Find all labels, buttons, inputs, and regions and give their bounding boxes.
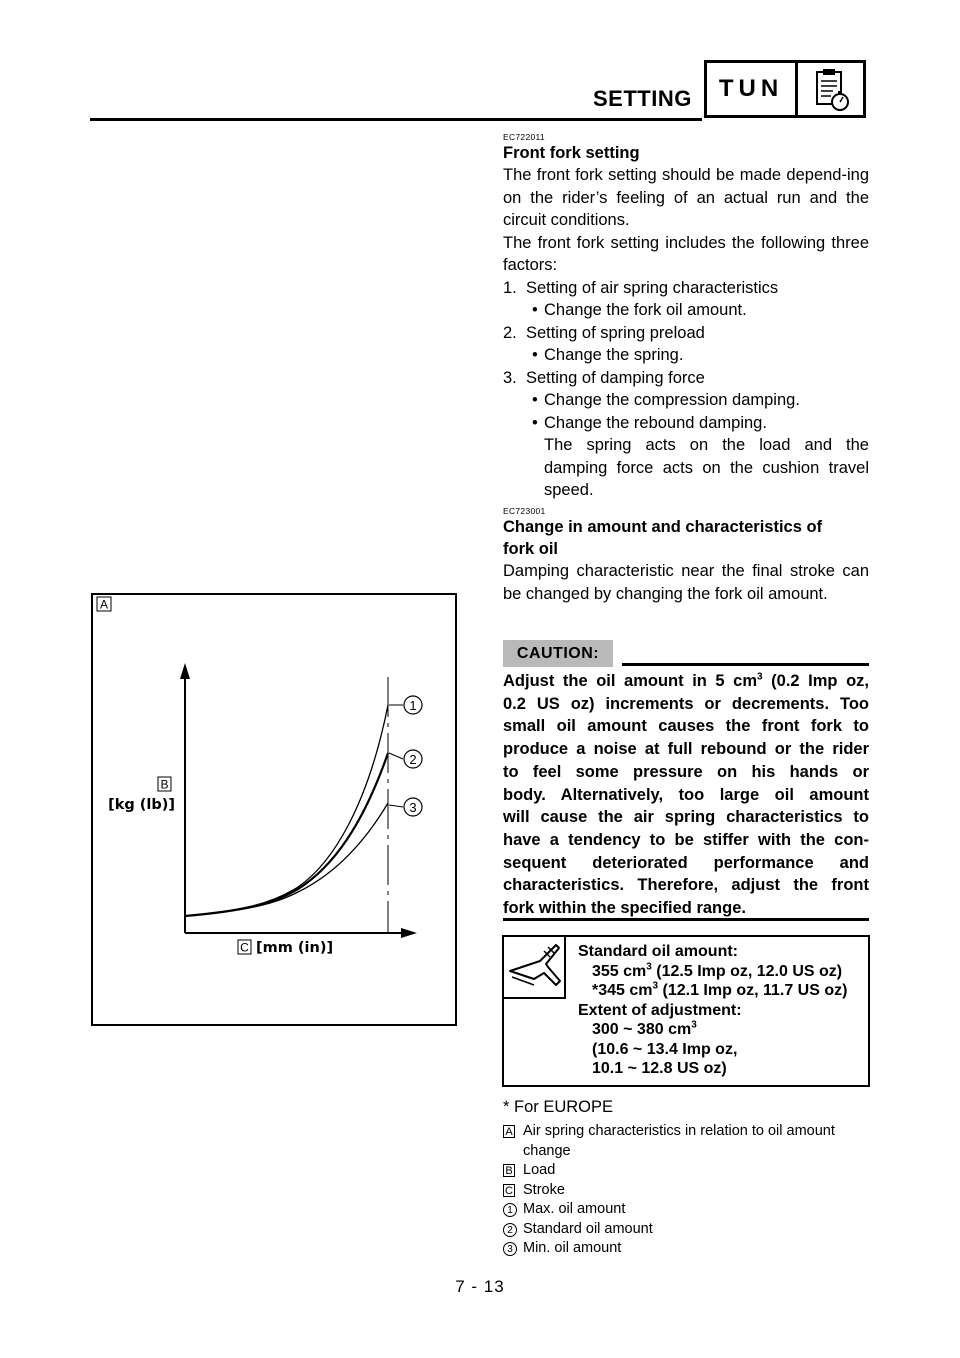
caution-label: CAUTION:: [503, 640, 613, 667]
oil-change-para: Damping characteristic near the final stroke can be changed by changing the fork oil amount.: [503, 562, 869, 603]
front-fork-para1: The front fork setting should be made depend-ing on the rider’s feeling of an actual run and the circuit conditions.: [503, 166, 869, 229]
header-rule: [90, 118, 702, 121]
list-bullet: • Change the rebound damping.: [503, 412, 869, 435]
spec-box: [502, 935, 870, 1087]
svg-text:2: 2: [409, 752, 417, 767]
legend-item: 2 Standard oil amount: [503, 1220, 869, 1240]
list-item: 1. Setting of air spring characteristics: [503, 278, 779, 297]
curve-max: [185, 705, 388, 916]
legend-item: 1 Max. oil amount: [503, 1200, 869, 1220]
section-code-ref: EC723001: [503, 506, 546, 516]
legend-item: A Air spring characteristics in relation to oil amount change: [503, 1122, 869, 1161]
oil-change-section: [503, 506, 869, 605]
page-number: 7 - 13: [455, 1277, 505, 1296]
list-item: 3. Setting of damping force: [503, 368, 705, 387]
list-bullet: • Change the compression damping.: [503, 389, 869, 412]
front-fork-heading: Front fork setting: [503, 144, 640, 162]
svg-text:1: 1: [409, 698, 417, 713]
oil-amount-figure: [91, 593, 457, 1026]
y-axis-unit: [kg (lb)]: [108, 797, 175, 813]
section-title: SETTING: [593, 86, 692, 111]
spec-text: Standard oil amount: 355 $cm^3$ (12.5 Imp oz, 12.0 US oz) *345 $cm^3$ (12.1 Imp oz, 11.7 US oz) Extent of adjustment: 300 ~ 380 $cm^3$ (10.6 ~ 13.4 Imp oz, 10.1 ~ 12.8 US oz): [578, 943, 848, 1077]
legend-item: B Load: [503, 1161, 869, 1181]
svg-text:3: 3: [409, 800, 417, 815]
clipboard-stopwatch-icon: [798, 63, 863, 115]
legend-item: 3 Min. oil amount: [503, 1239, 869, 1259]
section-tab: [704, 60, 866, 118]
oil-change-heading: Change in amount and characteristics of fork oil: [503, 518, 823, 558]
list-bullet: • Change the fork oil amount.: [503, 299, 869, 322]
footnote: * For EUROPE: [503, 1098, 614, 1116]
damping-note: The spring acts on the load and the damping force acts on the cushion travel speed.: [544, 436, 869, 499]
list-bullet: • Change the spring.: [503, 344, 869, 367]
x-axis-unit: [mm (in)]: [256, 940, 334, 956]
caliper-icon: [504, 937, 566, 999]
x-axis-arrow: [401, 928, 417, 938]
curve-std: [185, 753, 388, 916]
notes: [503, 1096, 869, 1259]
caution-text: Adjust the oil amount in 5 $cm^3$ (0.2 Imp oz, 0.2 US oz) increments or decrements. Too small oil amount causes the front fork to produce a noise at full rebound or the rider to feel some pressure on his hands or body. Alternatively, too large oil amount will cause the air spring characteristics to have a tendency to be stiffer with the con- sequent deteriorated performance and characteristics. Therefore, adjust the front fork within the specified range.: [503, 671, 869, 918]
figure-label-b: B: [160, 777, 169, 792]
caution-rule: [622, 663, 869, 666]
section-code: TUN: [707, 63, 798, 115]
figure-label-c: C: [240, 940, 249, 955]
legend-item: C Stroke: [503, 1181, 869, 1201]
y-axis-arrow: [180, 663, 190, 679]
figure-label-a: A: [99, 597, 109, 612]
front-fork-section: [503, 132, 869, 502]
figure-graph: [93, 595, 455, 1024]
section-code-ref: EC722011: [503, 132, 545, 142]
caution-rule-bottom: [503, 918, 869, 921]
front-fork-para2: The front fork setting includes the following three factors:: [503, 233, 869, 274]
list-item: 2. Setting of spring preload: [503, 323, 705, 342]
